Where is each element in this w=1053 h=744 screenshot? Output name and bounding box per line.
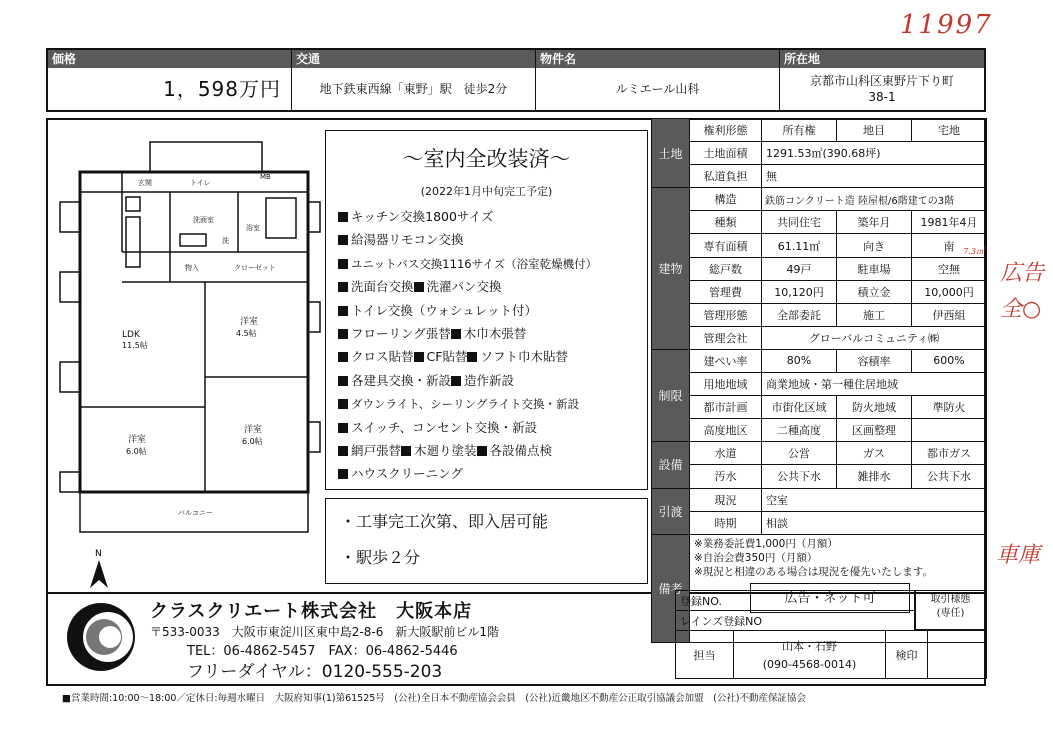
section-restrict: 制限 xyxy=(652,349,690,441)
bullet-icon xyxy=(451,329,461,339)
ad-permission-box: 広告・ネット可 xyxy=(750,583,910,613)
spec-label: 管理費 xyxy=(690,280,762,303)
spec-value: 1291.53㎡(390.68坪) xyxy=(762,142,987,165)
north-arrow-icon xyxy=(86,546,112,590)
spec-value: 宅地 xyxy=(912,119,987,142)
spec-value: 公共下水 xyxy=(762,465,837,488)
spec-label: 容積率 xyxy=(837,349,912,372)
handwritten-ad-mark: 広告 xyxy=(1000,261,1045,286)
list-item: キッチン交換1800サイズ xyxy=(338,205,597,228)
list-item: トイレ交換（ウォシュレット付） xyxy=(338,299,597,322)
bullet-icon xyxy=(401,446,411,456)
fp-toilet: トイレ xyxy=(190,179,211,187)
bullet-icon xyxy=(338,352,348,362)
reins-label: レインズ登録NO xyxy=(676,611,915,631)
bullet-icon xyxy=(338,399,348,409)
location-line-1: 京都市山科区東野片下り町 xyxy=(809,74,954,88)
bullet-icon xyxy=(338,282,348,292)
spec-label: 建ぺい率 xyxy=(690,349,762,372)
renovation-title: ～室内全改装済～ xyxy=(402,147,571,171)
spec-label: 駐車場 xyxy=(837,257,912,280)
name-label: 物件名 xyxy=(536,50,779,68)
spec-value: 61.11㎡ xyxy=(762,234,837,257)
spec-value: 10,000円 xyxy=(912,280,987,303)
bullet-icon xyxy=(414,352,424,362)
spec-value: 1981年4月 xyxy=(912,211,987,234)
company-name: クラスクリエート株式会社 大阪本店 xyxy=(150,601,473,622)
list-item: スイッチ、コンセント交換・新設 xyxy=(338,416,597,439)
fp-wash: 洗 xyxy=(222,237,229,245)
notes-box xyxy=(325,498,648,584)
list-item: 網戸張替 木廻り塗装 各設備点検 xyxy=(338,439,597,462)
spec-label: 向き xyxy=(837,234,912,257)
location-line-2: 38-1 xyxy=(868,90,896,104)
list-item: ユニットバス交換1116サイズ（浴室乾燥機付） xyxy=(338,252,597,275)
section-remarks: 備考 xyxy=(652,534,690,642)
spec-value: 南 7.3㎡ xyxy=(912,234,987,257)
handwritten-area-note: 7.3㎡ xyxy=(963,246,984,256)
spec-label: 防火地域 xyxy=(837,396,912,419)
spec-value: グローバルコミュニティ㈱ xyxy=(762,326,987,349)
business-info: ■営業時間:10:00～18:00／定休日:毎週水曜日 大阪府知事(1)第61525号 (公社)全日本不動産協会会員 (公社)近畿地区不動産公正取引協議会加盟 (公社)不動産保証協会 xyxy=(62,693,807,704)
fp-genkan: 玄関 xyxy=(138,179,152,187)
floor-plan xyxy=(50,122,322,542)
spec-value: 伊西組 xyxy=(912,303,987,326)
remark-line: ※自治会費350円（月額） xyxy=(694,551,818,564)
location-value xyxy=(780,68,984,110)
header-table xyxy=(46,48,986,112)
list-item: 各建具交換・新設 造作新設 xyxy=(338,369,597,392)
spec-label: ガス xyxy=(837,442,912,465)
spec-label: 高度地区 xyxy=(690,419,762,442)
spec-value: 準防火 xyxy=(912,396,987,419)
spec-value: 公営 xyxy=(762,442,837,465)
spec-value: 公共下水 xyxy=(912,465,987,488)
bullet-icon xyxy=(338,446,348,456)
access-value: 地下鉄東西線「東野」駅 徒歩2分 xyxy=(319,82,508,96)
bullet-icon xyxy=(338,329,348,339)
spec-label: 管理会社 xyxy=(690,326,762,349)
spec-value: 全部委託 xyxy=(762,303,837,326)
spec-value: 10,120円 xyxy=(762,280,837,303)
renovation-list xyxy=(338,205,597,486)
bullet-icon xyxy=(338,306,348,316)
spec-label: 施工 xyxy=(837,303,912,326)
bullet-icon xyxy=(414,282,424,292)
fp-closet: クローゼット xyxy=(234,264,276,272)
fp-room3: 洋室 xyxy=(244,425,263,435)
fp-bath: 浴室 xyxy=(246,224,260,232)
handwritten-vehicle: 車庫 xyxy=(996,543,1041,568)
spec-value: 49戸 xyxy=(762,257,837,280)
bullet-icon xyxy=(338,423,348,433)
spec-value: 相談 xyxy=(762,511,987,534)
section-equipment: 設備 xyxy=(652,442,690,488)
inspect-label: 検印 xyxy=(886,631,928,679)
spec-label: 時期 xyxy=(690,511,762,534)
note-station: ・駅歩２分 xyxy=(340,548,421,567)
renovation-box xyxy=(325,130,648,490)
spec-value: 無 xyxy=(762,165,987,188)
company-free-dial: フリーダイヤル：0120-555-203 xyxy=(187,662,443,682)
spec-label: 積立金 xyxy=(837,280,912,303)
fp-mb: MB xyxy=(260,173,271,181)
access-label: 交通 xyxy=(292,50,535,68)
tanto-phone: (090-4568-0014) xyxy=(762,658,857,671)
spec-label: 権利形態 xyxy=(690,119,762,142)
fp-room2: 洋室 xyxy=(128,435,147,445)
spec-value: 空室 xyxy=(762,488,987,511)
spec-label: 管理形態 xyxy=(690,303,762,326)
spec-value xyxy=(912,419,987,442)
bullet-icon xyxy=(477,446,487,456)
bullet-icon xyxy=(338,469,348,479)
spec-label: 現況 xyxy=(690,488,762,511)
spec-value: 二種高度 xyxy=(762,419,837,442)
spec-label: 水道 xyxy=(690,442,762,465)
spec-label: 汚水 xyxy=(690,465,762,488)
list-item: 洗面台交換 洗濯パン交換 xyxy=(338,275,597,298)
section-building: 建物 xyxy=(652,188,690,350)
spec-value: 空無 xyxy=(912,257,987,280)
list-item: クロス貼替 CF貼替 ソフト巾木貼替 xyxy=(338,345,597,368)
reg-label: 登録NO. xyxy=(676,591,915,611)
spec-value: 鉄筋コンクリート造 陸屋根/6階建ての3階 xyxy=(762,188,987,211)
remark-line: ※現況と相違のある場合は現況を優先いたします。 xyxy=(694,565,933,578)
bullet-icon xyxy=(338,212,348,222)
spec-label: 種類 xyxy=(690,211,762,234)
spec-label: 築年月 xyxy=(837,211,912,234)
remark-line: ※業務委託費1,000円（月額） xyxy=(694,537,838,550)
spec-table xyxy=(651,118,987,643)
fp-storage: 物入 xyxy=(185,264,199,272)
spec-value: 市街化区域 xyxy=(762,396,837,419)
spec-label: 用地地域 xyxy=(690,373,762,396)
spec-value: 所有権 xyxy=(762,119,837,142)
section-land: 土地 xyxy=(652,119,690,188)
inspect-stamp xyxy=(928,631,987,679)
registration-table xyxy=(675,590,915,631)
fp-balcony: バルコニー xyxy=(178,509,213,517)
price-value: 1，598万円 xyxy=(163,77,281,101)
spec-label: 私道負担 xyxy=(690,165,762,188)
spec-label: 区画整理 xyxy=(837,419,912,442)
tanto-name: 山本・石野 xyxy=(782,640,837,653)
list-item: フローリング張替 木巾木張替 xyxy=(338,322,597,345)
access-column xyxy=(292,50,536,110)
spec-value: 都市ガス xyxy=(912,442,987,465)
contact-table xyxy=(675,630,987,679)
handwritten-number: 11997 xyxy=(900,10,993,40)
list-item: 給湯器リモコン交換 xyxy=(338,228,597,251)
spec-value: 600% xyxy=(912,349,987,372)
spec-value: 商業地域・第一種住居地域 xyxy=(762,373,987,396)
tanto-info xyxy=(734,631,886,679)
tanto-label: 担当 xyxy=(676,631,734,679)
company-tel: TEL：06-4862-5457 FAX：06-4862-5446 xyxy=(187,644,458,659)
bullet-icon xyxy=(338,376,348,386)
list-item: ダウンライト、シーリングライト交換・新設 xyxy=(338,392,597,415)
price-label: 価格 xyxy=(48,50,291,68)
name-column xyxy=(536,50,780,110)
fp-room1-size: 4.5帖 xyxy=(236,329,257,338)
spec-label: 構造 xyxy=(690,188,762,211)
spec-label: 総戸数 xyxy=(690,257,762,280)
fp-room1: 洋室 xyxy=(240,317,259,327)
handwritten-ad-ok: 全○ xyxy=(1000,297,1042,322)
fp-room3-size: 6.0帖 xyxy=(242,437,263,446)
company-address: 〒533-0033 大阪市東淀川区東中島2-8-6 新大阪駅前ビル1階 xyxy=(150,625,499,639)
location-label: 所在地 xyxy=(780,50,984,68)
spec-label: 地目 xyxy=(837,119,912,142)
section-handover: 引渡 xyxy=(652,488,690,534)
bullet-icon xyxy=(338,259,348,269)
bullet-icon xyxy=(338,235,348,245)
spec-label: 都市計画 xyxy=(690,396,762,419)
transaction-type-box xyxy=(915,590,986,630)
spec-value: 共同住宅 xyxy=(762,211,837,234)
fp-ldk-size: 11.5帖 xyxy=(122,341,148,350)
bullet-icon xyxy=(451,376,461,386)
spec-value: 80% xyxy=(762,349,837,372)
price-column xyxy=(48,50,292,110)
transaction-type-label: 取引様態 xyxy=(930,594,971,605)
location-column xyxy=(780,50,984,110)
note-move-in: ・工事完工次第、即入居可能 xyxy=(340,512,549,531)
fp-washroom: 洗面室 xyxy=(193,216,214,224)
north-label: N xyxy=(95,549,102,559)
bullet-icon xyxy=(467,352,477,362)
spec-label: 土地面積 xyxy=(690,142,762,165)
name-value: ルミエール山科 xyxy=(615,82,700,96)
renovation-subtitle: (2022年1月中旬完工予定) xyxy=(420,185,553,198)
company-logo-icon xyxy=(64,600,138,674)
spec-label: 専有面積 xyxy=(690,234,762,257)
transaction-type-value: (専任) xyxy=(936,608,965,619)
spec-label: 雑排水 xyxy=(837,465,912,488)
fp-ldk: LDK xyxy=(122,330,140,340)
list-item: ハウスクリーニング xyxy=(338,462,597,485)
fp-room2-size: 6.0帖 xyxy=(126,447,147,456)
